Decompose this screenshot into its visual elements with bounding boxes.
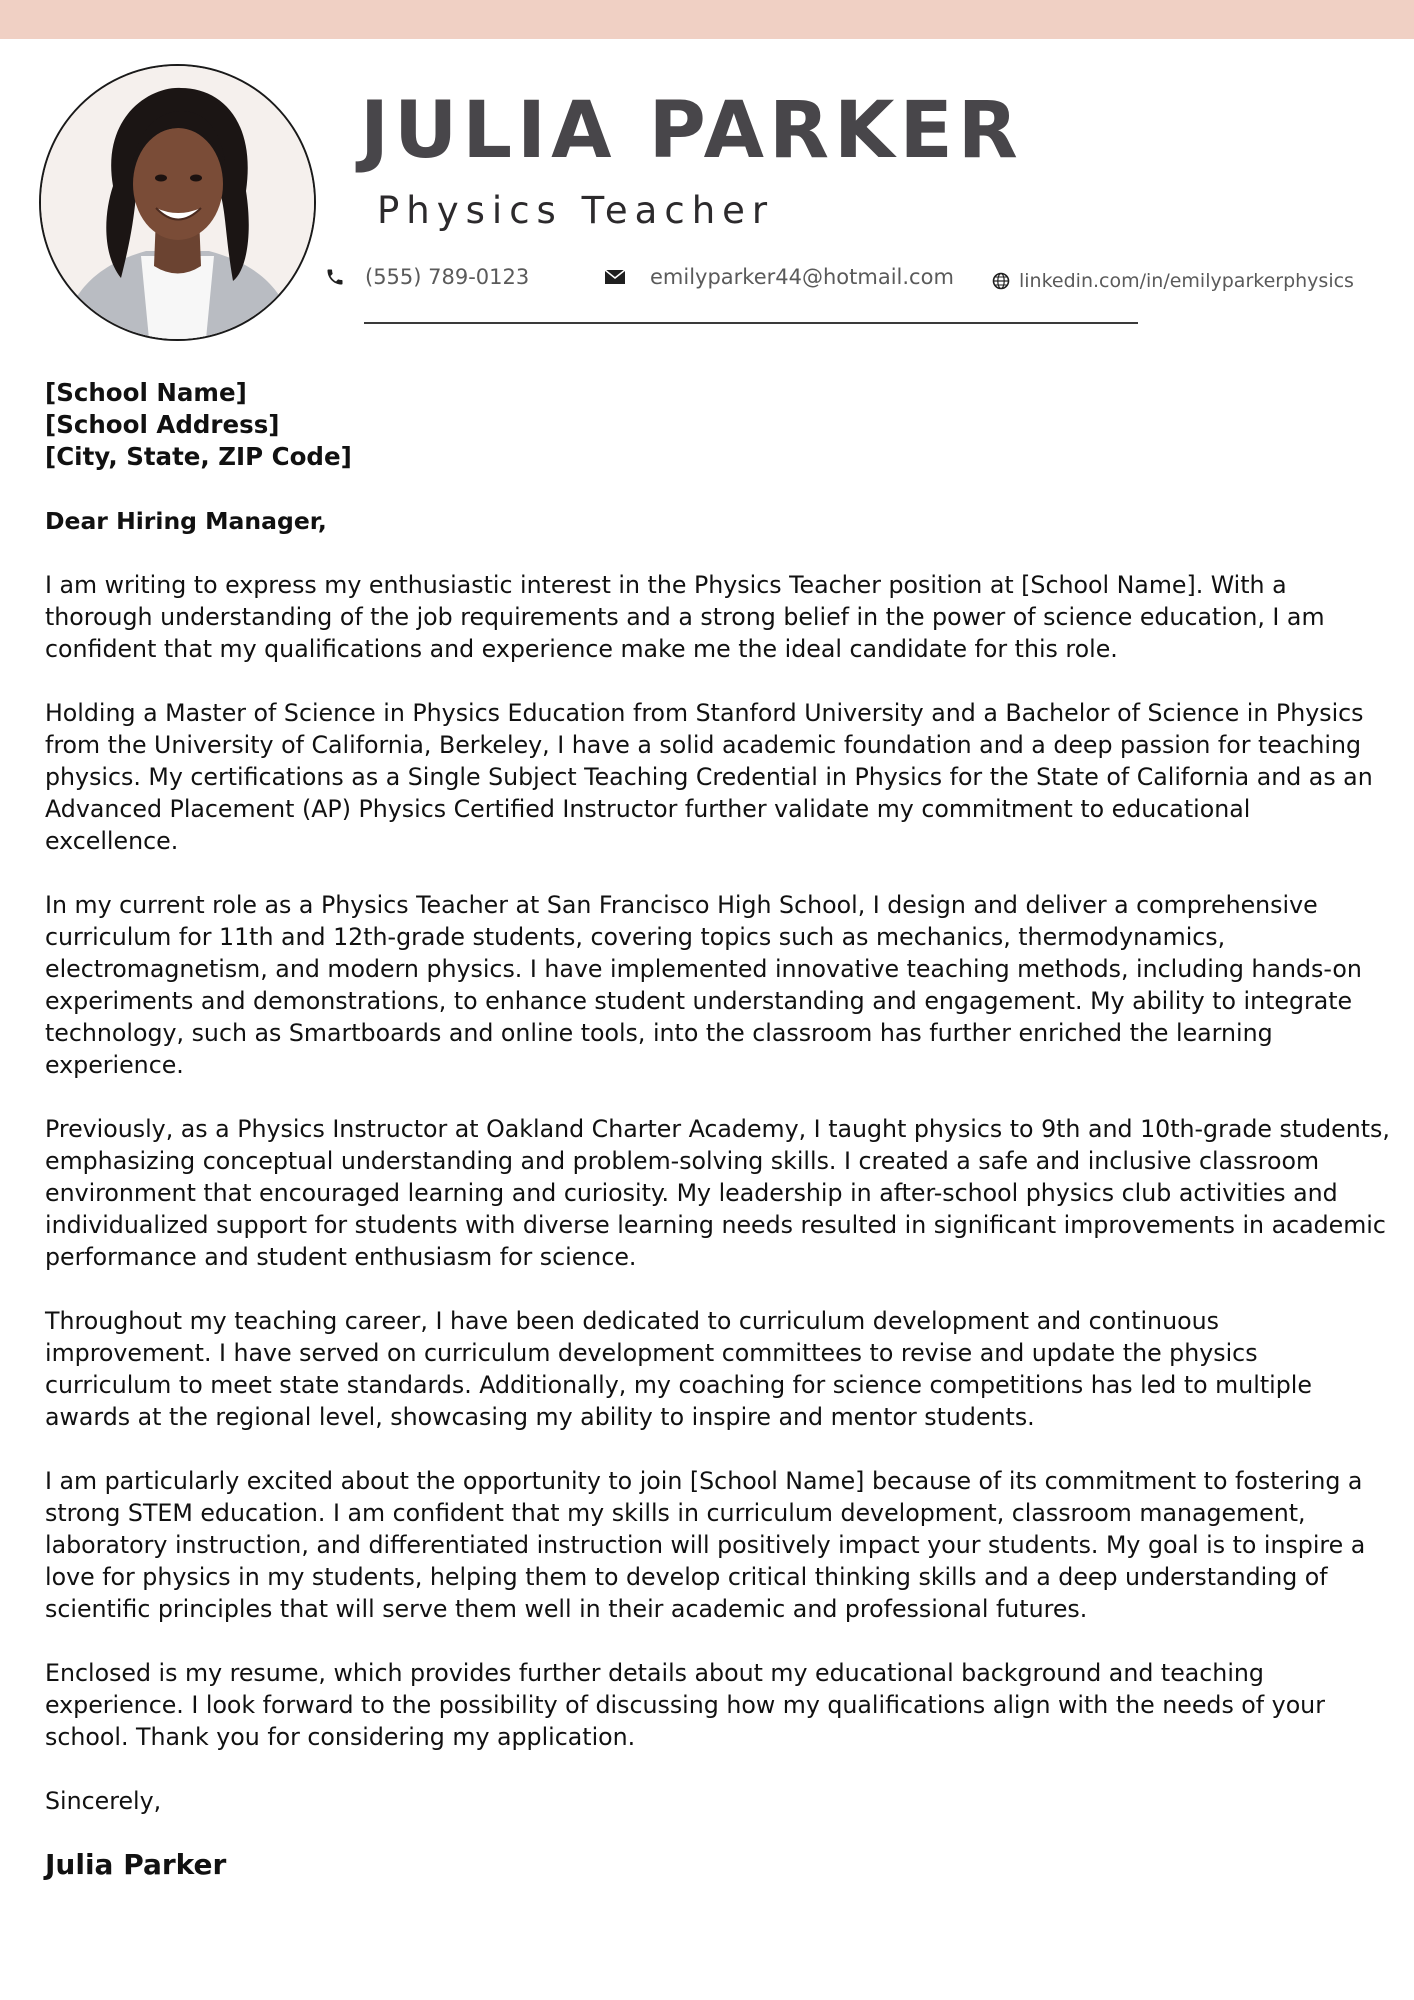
salutation: Dear Hiring Manager, [45, 507, 327, 535]
signature: Julia Parker [45, 1848, 227, 1881]
portrait-illustration [41, 66, 314, 339]
applicant-name: JULIA PARKER [360, 86, 1023, 176]
header-accent-band [0, 0, 1414, 39]
letter-paragraph: I am writing to express my enthusiastic interest in the Physics Teacher position at [School Name]. With a thorough understanding of the job requirements and a strong belief in the power of science education, I am confident that my qualifications and experience make me the ideal candidate for this role. [45, 571, 1325, 663]
school-address: [School Address] [45, 410, 280, 439]
letter-paragraph: Throughout my teaching career, I have been dedicated to curriculum development and continuous improvement. I have served on curriculum development committees to revise and update the physics curriculum to meet state standards. Additionally, my coaching for science competitions has led to multiple awards at the regional level, showcasing my ability to inspire and mentor students. [45, 1307, 1312, 1431]
job-title: Physics Teacher [377, 189, 775, 232]
contact-linkedin [992, 266, 1354, 296]
phone-number: (555) 789-0123 [365, 265, 530, 289]
linkedin-url[interactable]: linkedin.com/in/emilyparkerphysics [1019, 270, 1354, 292]
phone-icon [325, 267, 345, 287]
contact-phone [325, 262, 529, 292]
letter-paragraph: Holding a Master of Science in Physics Education from Stanford University and a Bachelor of Science in Physics from the University of California, Berkeley, I have a solid academic foundation and a deep passion for teaching physics. My certifications as a Single Subject Teaching Credential in Physics for the State of California and as an Advanced Placement (AP) Physics Certified Instructor further validate my commitment to educational excellence. [45, 699, 1373, 855]
email-address[interactable]: emilyparker44@hotmail.com [650, 265, 954, 289]
envelope-icon [605, 269, 625, 285]
letter-paragraph: Enclosed is my resume, which provides further details about my educational background and teaching experience. I look forward to the possibility of discussing how my qualifications align with the needs of your school. Thank you for considering my application. [45, 1659, 1325, 1751]
letter-paragraph: I am particularly excited about the opportunity to join [School Name] because of its commitment to fostering a strong STEM education. I am confident that my skills in curriculum development, classroom management, laboratory instruction, and differentiated instruction will positively impact your students. My goal is to inspire a love for physics in my students, helping them to develop critical thinking skills and a deep understanding of scientific principles that will serve them well in their academic and professional futures. [45, 1467, 1366, 1623]
header-divider [364, 322, 1138, 324]
closing: Sincerely, [45, 1787, 162, 1815]
letter-body [45, 377, 1390, 1883]
letter-paragraph: Previously, as a Physics Instructor at Oakland Charter Academy, I taught physics to 9th and 10th-grade students, emphasizing conceptual understanding and problem-solving skills. I created a safe and inclusive classroom environment that encouraged learning and curiosity. My leadership in after-school physics club activities and individualized support for students with diverse learning needs resulted in significant improvements in academic performance and student enthusiasm for science. [45, 1115, 1390, 1271]
school-name: [School Name] [45, 378, 247, 407]
profile-photo [39, 64, 316, 341]
globe-icon [992, 272, 1010, 290]
city-state-zip: [City, State, ZIP Code] [45, 442, 352, 471]
letter-paragraph: In my current role as a Physics Teacher at San Francisco High School, I design and deliver a comprehensive curriculum for 11th and 12th-grade students, covering topics such as mechanics, thermodynamics, electromagnetism, and modern physics. I have implemented innovative teaching methods, including hands-on experiments and demonstrations, to enhance student understanding and engagement. My ability to integrate technology, such as Smartboards and online tools, into the classroom has further enriched the learning experience. [45, 891, 1362, 1079]
contact-email [605, 262, 954, 292]
